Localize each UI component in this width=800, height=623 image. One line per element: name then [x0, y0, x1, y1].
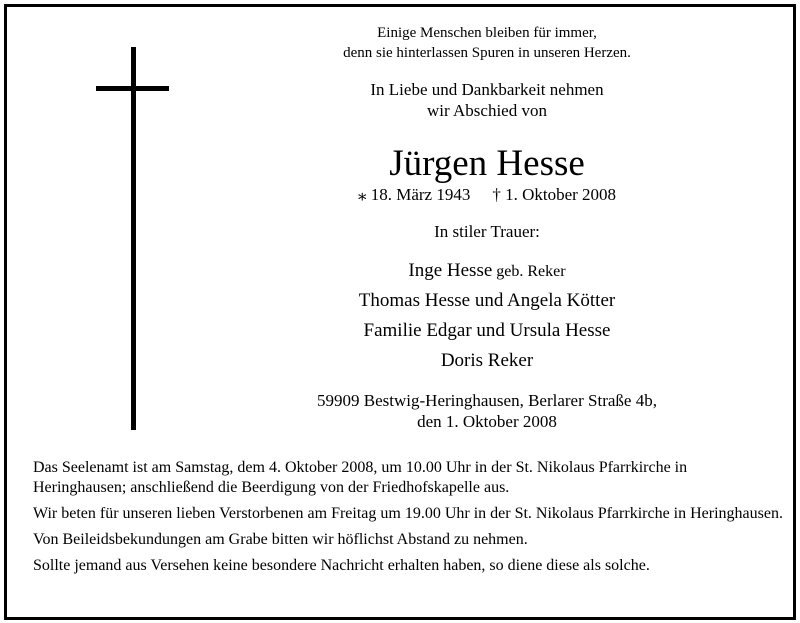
intro-text [277, 79, 697, 121]
birth-date: ⁎ 18. März 1943 [357, 185, 471, 204]
address-block [277, 390, 697, 432]
mourner-name: Familie Edgar und Ursula Hesse [363, 320, 611, 341]
intro-line-1: In Liebe und Dankbarkeit nehmen [370, 80, 604, 99]
cross-icon [131, 47, 136, 430]
note-paragraph: Das Seelenamt ist am Samstag, dem 4. Oktober 2008, um 10.00 Uhr in der St. Nikolaus Pfarrkirche in Heringhausen; anschließend die Beerdigung von der Friedhofskapelle aus. [33, 459, 688, 496]
note-paragraph: Sollte jemand aus Versehen keine besondere Nachricht erhalten haben, so diene diese als solche. [33, 557, 650, 574]
notes-section [33, 458, 783, 582]
mourner-name: Doris Reker [440, 350, 534, 371]
mourner-name: Inge Hesse [408, 260, 493, 281]
intro-line-2: wir Abschied von [427, 101, 547, 120]
mourner-list [277, 256, 697, 376]
life-dates [277, 184, 697, 206]
motto [277, 23, 697, 63]
mourner-name: Thomas Hesse und Angela Kötter [358, 290, 616, 311]
motto-line-1: Einige Menschen bleiben für immer, [377, 25, 597, 41]
cross-icon-crossbar [96, 86, 169, 91]
address-line-2: den 1. Oktober 2008 [417, 412, 557, 431]
mourner-item [277, 256, 697, 286]
note-paragraph: Wir beten für unseren lieben Verstorbenen am Freitag um 19.00 Uhr in der St. Nikolaus Pfarrkirche in Heringhausen. [33, 505, 783, 522]
address-line-1: 59909 Bestwig-Heringhausen, Berlarer Straße 4b, [317, 391, 657, 410]
mourner-maiden-name: geb. Reker [492, 263, 566, 280]
death-date: † 1. Oktober 2008 [492, 185, 617, 204]
mourner-item [277, 286, 697, 316]
note-paragraph: Von Beileidsbekundungen am Grabe bitten wir höflichst Abstand zu nehmen. [33, 531, 528, 548]
obituary-notice [4, 4, 796, 620]
motto-line-2: denn sie hinterlassen Spuren in unseren Herzen. [343, 45, 631, 61]
deceased-name: Jürgen Hesse [389, 143, 585, 184]
mourner-item [277, 346, 697, 376]
mourning-heading: In stiler Trauer: [434, 222, 540, 241]
mourner-item [277, 316, 697, 346]
